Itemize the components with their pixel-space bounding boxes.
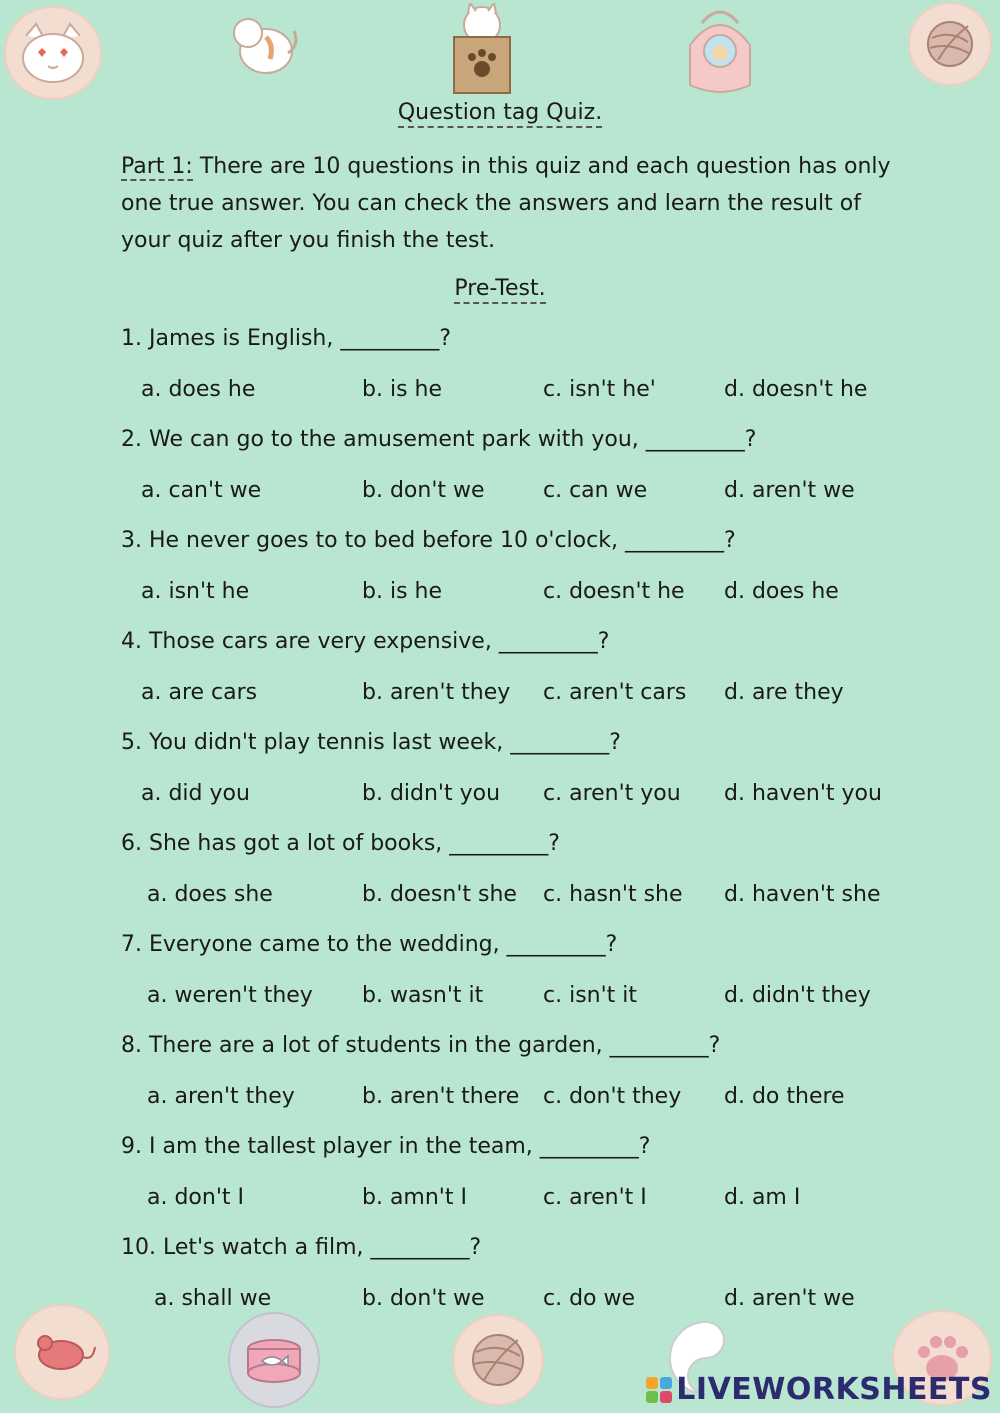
page-title: Question tag Quiz. xyxy=(0,100,1000,125)
question-9-option-b[interactable]: b. amn't I xyxy=(362,1185,467,1210)
question-3-option-d[interactable]: d. does he xyxy=(724,579,839,604)
question-7: 7. Everyone came to the wedding, _________? xyxy=(121,932,618,957)
cat-face-icon xyxy=(4,6,102,100)
question-8: 8. There are a lot of students in the garden, _________? xyxy=(121,1033,721,1058)
toy-mouse-icon xyxy=(14,1304,110,1400)
question-4-option-b[interactable]: b. aren't they xyxy=(362,680,511,705)
question-3-option-c[interactable]: c. doesn't he xyxy=(543,579,685,604)
question-8-option-c[interactable]: c. don't they xyxy=(543,1084,682,1109)
question-4-option-c[interactable]: c. aren't cars xyxy=(543,680,687,705)
question-2-option-a[interactable]: a. can't we xyxy=(141,478,262,503)
question-9-option-d[interactable]: d. am I xyxy=(724,1185,801,1210)
cat-food-can-icon xyxy=(228,1312,320,1408)
question-5-option-d[interactable]: d. haven't you xyxy=(724,781,882,806)
cat-back-icon xyxy=(222,8,306,86)
question-4-option-a[interactable]: a. are cars xyxy=(141,680,258,705)
question-10-option-b[interactable]: b. don't we xyxy=(362,1286,485,1311)
question-6-option-a[interactable]: a. does she xyxy=(147,882,273,907)
question-8-option-d[interactable]: d. do there xyxy=(724,1084,845,1109)
cat-box-icon xyxy=(440,2,524,96)
question-2-option-b[interactable]: b. don't we xyxy=(362,478,485,503)
question-1-option-c[interactable]: c. isn't he' xyxy=(543,377,656,402)
question-6: 6. She has got a lot of books, _________? xyxy=(121,831,560,856)
section-subtitle: Pre-Test. xyxy=(0,276,1000,301)
question-10-option-c[interactable]: c. do we xyxy=(543,1286,636,1311)
question-6-option-b[interactable]: b. doesn't she xyxy=(362,882,517,907)
question-1-option-a[interactable]: a. does he xyxy=(141,377,256,402)
question-10: 10. Let's watch a film, _________? xyxy=(121,1235,482,1260)
question-3-option-a[interactable]: a. isn't he xyxy=(141,579,250,604)
intro-label: Part 1: xyxy=(121,154,193,179)
question-5: 5. You didn't play tennis last week, _________? xyxy=(121,730,621,755)
question-9-option-c[interactable]: c. aren't I xyxy=(543,1185,647,1210)
question-2: 2. We can go to the amusement park with you, _________? xyxy=(121,427,757,452)
yarn-ball-icon xyxy=(908,2,992,86)
question-9-option-a[interactable]: a. don't I xyxy=(147,1185,244,1210)
question-7-option-d[interactable]: d. didn't they xyxy=(724,983,871,1008)
question-2-option-d[interactable]: d. aren't we xyxy=(724,478,855,503)
question-2-option-c[interactable]: c. can we xyxy=(543,478,648,503)
question-8-option-a[interactable]: a. aren't they xyxy=(147,1084,295,1109)
pet-carrier-icon xyxy=(680,4,760,100)
question-10-option-a[interactable]: a. shall we xyxy=(154,1286,272,1311)
question-4-option-d[interactable]: d. are they xyxy=(724,680,844,705)
question-10-option-d[interactable]: d. aren't we xyxy=(724,1286,855,1311)
watermark-text: LIVEWORKSHEETS xyxy=(676,1372,992,1407)
question-9: 9. I am the tallest player in the team, _________? xyxy=(121,1134,651,1159)
question-1-option-b[interactable]: b. is he xyxy=(362,377,442,402)
intro-text: There are 10 questions in this quiz and each question has only one true answer. You can check the answers and learn the result of your quiz after you finish the test. xyxy=(121,154,891,253)
liveworksheets-watermark xyxy=(646,1372,992,1407)
question-1-option-d[interactable]: d. doesn't he xyxy=(724,377,868,402)
question-7-option-c[interactable]: c. isn't it xyxy=(543,983,638,1008)
question-3: 3. He never goes to to bed before 10 o'clock, _________? xyxy=(121,528,736,553)
question-6-option-c[interactable]: c. hasn't she xyxy=(543,882,683,907)
question-1: 1. James is English, _________? xyxy=(121,326,452,351)
question-5-option-b[interactable]: b. didn't you xyxy=(362,781,501,806)
question-7-option-b[interactable]: b. wasn't it xyxy=(362,983,484,1008)
liveworksheets-logo-icon xyxy=(646,1377,672,1403)
question-4: 4. Those cars are very expensive, _________? xyxy=(121,629,610,654)
question-7-option-a[interactable]: a. weren't they xyxy=(147,983,313,1008)
question-5-option-a[interactable]: a. did you xyxy=(141,781,250,806)
intro-paragraph xyxy=(121,148,891,259)
yarn-ball-icon xyxy=(452,1314,544,1406)
question-8-option-b[interactable]: b. aren't there xyxy=(362,1084,520,1109)
question-5-option-c[interactable]: c. aren't you xyxy=(543,781,681,806)
question-3-option-b[interactable]: b. is he xyxy=(362,579,442,604)
question-6-option-d[interactable]: d. haven't she xyxy=(724,882,881,907)
